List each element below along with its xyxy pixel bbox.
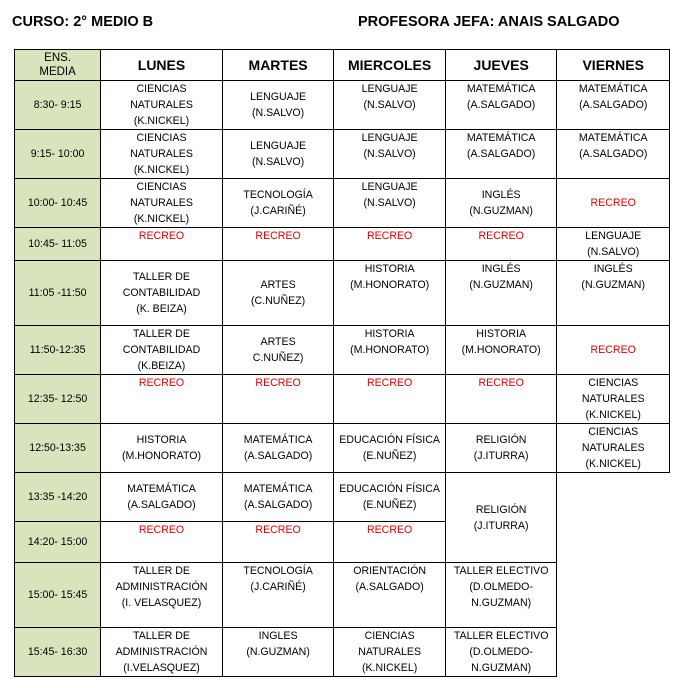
cell-text-line: MATEMÁTICA [243, 483, 313, 495]
cell-text-line: N.GUZMAN) [471, 597, 532, 609]
class-cell [557, 81, 670, 130]
recess-cell: RECREO [222, 375, 334, 424]
recess-cell: RECREO [557, 326, 670, 375]
class-cell [334, 81, 446, 130]
class-cell [101, 261, 223, 326]
class-cell [222, 473, 334, 522]
recess-cell: RECREO [222, 228, 334, 261]
class-cell [557, 424, 670, 473]
class-cell [445, 179, 557, 228]
day-header-tuesday: MARTES [222, 50, 334, 81]
cell-text-line: LENGUAJE [361, 181, 418, 193]
cell-text-line: (D.OLMEDO- [469, 581, 533, 593]
cell-text-line: HISTORIA [136, 434, 187, 446]
time-slot: 12:35- 12:50 [15, 375, 101, 424]
cell-text-line: (E.NUÑEZ) [362, 450, 417, 462]
cell-text-line: (K.NICKEL) [133, 164, 190, 176]
cell-text-line: NATURALES [581, 442, 645, 454]
cell-text-line: NATURALES [358, 646, 422, 658]
cell-text-line: (K.BEIZA) [137, 360, 186, 372]
class-cell [334, 424, 446, 473]
cell-text-line: NATURALES [130, 148, 193, 160]
class-cell [101, 179, 223, 228]
cell-text-line: (N.GUZMAN) [581, 279, 645, 291]
class-cell [222, 179, 334, 228]
level-header [15, 50, 101, 81]
cell-text-line: (A.SALGADO) [243, 450, 313, 462]
cell-text-line: CIENCIAS [136, 132, 187, 144]
class-cell [557, 130, 670, 179]
time-slot: 8:30- 9:15 [15, 81, 101, 130]
class-cell [445, 81, 557, 130]
class-cell [222, 81, 334, 130]
cell-text-line: (N.SALVO) [363, 148, 416, 160]
cell-text-line: (A.SALGADO) [579, 148, 648, 160]
cell-text-line: (E.NUÑEZ) [362, 499, 417, 511]
cell-text-line: HISTORIA [476, 328, 527, 340]
cell-text-line: (K.NICKEL) [133, 115, 190, 127]
class-cell [557, 375, 670, 424]
time-slot: 11:50-12:35 [15, 326, 101, 375]
class-cell [222, 130, 334, 179]
class-cell [101, 81, 223, 130]
day-header-friday: VIERNES [557, 50, 670, 81]
cell-text-line: NATURALES [581, 393, 645, 405]
class-cell [101, 326, 223, 375]
class-cell [445, 628, 557, 677]
time-slot: 11:05 -11:50 [15, 261, 101, 326]
cell-text-line: (K.NICKEL) [361, 662, 418, 674]
cell-text-line: (K. BEIZA) [136, 303, 187, 315]
cell-text-line: (N.GUZMAN) [469, 279, 533, 291]
cell-text-line: MATEMÁTICA [127, 483, 196, 495]
cell-text-line: CIENCIAS [588, 426, 639, 438]
table-row [15, 130, 670, 179]
cell-text-line: ARTES [260, 336, 296, 348]
table-row [15, 326, 670, 375]
cell-text-line: (C.NUÑEZ) [251, 295, 306, 307]
cell-text-line: LENGUAJE [250, 91, 307, 103]
class-cell [334, 473, 446, 522]
table-row [15, 424, 670, 473]
cell-text-line: (J.ITURRA) [473, 519, 529, 532]
cell-text-line: (M.HONORATO) [121, 450, 202, 462]
class-cell [101, 130, 223, 179]
cell-text-line: (A.SALGADO) [579, 99, 648, 111]
cell-text-line: NATURALES [130, 197, 193, 209]
head-teacher-label: PROFESORA JEFA: ANAIS SALGADO [358, 14, 620, 30]
recess-cell: RECREO [101, 522, 223, 563]
day-header-thursday: JUEVES [445, 50, 557, 81]
cell-text-line: MEDIA [39, 66, 76, 78]
time-slot: 9:15- 10:00 [15, 130, 101, 179]
time-slot: 10:00- 10:45 [15, 179, 101, 228]
cell-text-line: (J.CARIÑÉ) [250, 205, 306, 217]
class-cell [334, 326, 446, 375]
recess-cell: RECREO [101, 228, 223, 261]
cell-text-line: (N.SALVO) [363, 99, 416, 111]
time-slot: 12:50-13:35 [15, 424, 101, 473]
cell-text-line: NATURALES [130, 99, 193, 111]
time-slot: 10:45- 11:05 [15, 228, 101, 261]
recess-cell: RECREO [334, 522, 446, 563]
cell-text-line: (N.SALVO) [251, 107, 305, 119]
cell-text-line: HISTORIA [364, 263, 415, 275]
cell-text-line: LENGUAJE [250, 140, 307, 152]
table-row [15, 228, 670, 261]
table-row [15, 81, 670, 130]
class-cell [222, 563, 334, 628]
class-cell [101, 563, 223, 628]
cell-text-line: INGLÉS [481, 189, 521, 201]
class-cell [445, 563, 557, 628]
schedule-table [14, 49, 670, 677]
cell-text-line: (A.SALGADO) [467, 148, 536, 160]
cell-text-line: (K.NICKEL) [585, 458, 641, 470]
class-cell [334, 261, 446, 326]
class-cell [557, 261, 670, 326]
cell-text-line: TECNOLOGÍA [243, 189, 313, 201]
cell-text-line: HISTORIA [364, 328, 415, 340]
cell-text-line: (J.ITURRA) [473, 450, 529, 462]
cell-text-line: TECNOLOGÍA [243, 565, 313, 577]
cell-text-line: (M.HONORATO) [350, 279, 430, 291]
class-cell [334, 563, 446, 628]
class-cell [101, 628, 223, 677]
recess-cell: RECREO [334, 375, 446, 424]
cell-text-line: MATEMÁTICA [578, 132, 648, 144]
cell-text-line: (D.OLMEDO- [469, 646, 533, 658]
class-cell [445, 130, 557, 179]
cell-text-line: TALLER DE [133, 565, 190, 577]
recess-cell: RECREO [334, 228, 446, 261]
cell-text-line: CIENCIAS [364, 630, 415, 642]
class-cell [222, 424, 334, 473]
class-cell [222, 628, 334, 677]
cell-text-line: MATEMÁTICA [243, 434, 313, 446]
cell-text-line: INGLES [258, 630, 298, 642]
cell-text-line: EDUCACIÓN FÍSICA [339, 434, 440, 446]
cell-text-line: (M.HONORATO) [350, 344, 430, 356]
class-cell [445, 261, 557, 326]
cell-text-line: RELIGIÓN [475, 434, 527, 446]
cell-text-line: CONTABILIDAD [122, 287, 201, 299]
cell-text-line: EDUCACIÓN FÍSICA [339, 483, 440, 495]
table-row [15, 261, 670, 326]
cell-text-line: (A.SALGADO) [243, 499, 313, 511]
cell-text-line: (I. VELASQUEZ) [121, 597, 202, 609]
recess-cell: RECREO [445, 375, 557, 424]
cell-text-line: CONTABILIDAD [122, 344, 201, 356]
day-header-monday: LUNES [101, 50, 223, 81]
table-row [15, 473, 670, 522]
time-slot: 13:35 -14:20 [15, 473, 101, 522]
cell-text-line: (N.GUZMAN) [246, 646, 310, 658]
cell-text-line: TALLER DE [133, 630, 190, 642]
class-cell [557, 228, 670, 261]
cell-text-line: (A.SALGADO) [355, 581, 424, 593]
cell-text-line: CIENCIAS [136, 83, 187, 95]
cell-text-line: MATEMÁTICA [578, 83, 648, 95]
class-cell [445, 424, 557, 473]
empty-cell [557, 473, 670, 677]
table-row [15, 375, 670, 424]
cell-text-line: (K.NICKEL) [585, 409, 641, 421]
cell-text-line: (N.SALVO) [363, 197, 416, 209]
header-row [15, 50, 670, 81]
cell-text-line: (J.CARIÑÉ) [250, 581, 306, 593]
time-slot: 15:00- 15:45 [15, 563, 101, 628]
recess-cell: RECREO [222, 522, 334, 563]
cell-text-line: (N.SALVO) [587, 246, 640, 258]
class-cell [222, 261, 334, 326]
cell-text-line: (A.SALGADO) [467, 99, 536, 111]
class-cell [445, 473, 557, 563]
cell-text-line: ARTES [260, 279, 296, 291]
day-header-wednesday: MIERCOLES [334, 50, 446, 81]
cell-text-line: (M.HONORATO) [461, 344, 541, 356]
recess-cell: RECREO [445, 228, 557, 261]
cell-text-line: INGLÉS [481, 263, 521, 275]
cell-text-line: TALLER DE [133, 328, 190, 340]
class-cell [101, 424, 223, 473]
cell-text-line: MATEMÁTICA [466, 132, 536, 144]
cell-text-line: CIENCIAS [136, 181, 187, 193]
class-cell [334, 628, 446, 677]
cell-text-line: CIENCIAS [588, 377, 639, 389]
cell-text-line: INGLÉS [593, 263, 633, 275]
cell-text-line: (A.SALGADO) [127, 499, 196, 511]
cell-text-line: (N.SALVO) [251, 156, 305, 168]
cell-text-line: TALLER DE [133, 271, 190, 283]
cell-text-line: ORIENTACIÓN [353, 565, 427, 577]
class-cell [222, 326, 334, 375]
recess-cell: RECREO [557, 179, 670, 228]
recess-cell: RECREO [101, 375, 223, 424]
cell-text-line: TALLER ELECTIVO [453, 630, 549, 642]
cell-text-line: N.GUZMAN) [471, 662, 532, 674]
course-label: CURSO: 2° MEDIO B [12, 14, 154, 30]
cell-text-line: ENS. [44, 52, 71, 64]
cell-text-line: LENGUAJE [361, 132, 418, 144]
cell-text-line: ADMINISTRACIÓN [115, 646, 208, 658]
time-slot: 14:20- 15:00 [15, 522, 101, 563]
cell-text-line: ADMINISTRACIÓN [115, 581, 208, 593]
cell-text-line: (K.NICKEL) [133, 213, 190, 225]
class-cell [101, 473, 223, 522]
cell-text-line: LENGUAJE [585, 230, 642, 242]
cell-text-line: (I.VELASQUEZ) [123, 662, 200, 674]
cell-text-line: C.NUÑEZ) [252, 352, 304, 364]
class-cell [334, 179, 446, 228]
time-slot: 15:45- 16:30 [15, 628, 101, 677]
class-cell [445, 326, 557, 375]
cell-text-line: (N.GUZMAN) [469, 205, 533, 217]
cell-text-line: LENGUAJE [361, 83, 418, 95]
cell-text-line: RELIGIÓN [475, 503, 527, 516]
table-row [15, 179, 670, 228]
cell-text-line: TALLER ELECTIVO [453, 565, 549, 577]
cell-text-line: MATEMÁTICA [466, 83, 536, 95]
class-cell [334, 130, 446, 179]
